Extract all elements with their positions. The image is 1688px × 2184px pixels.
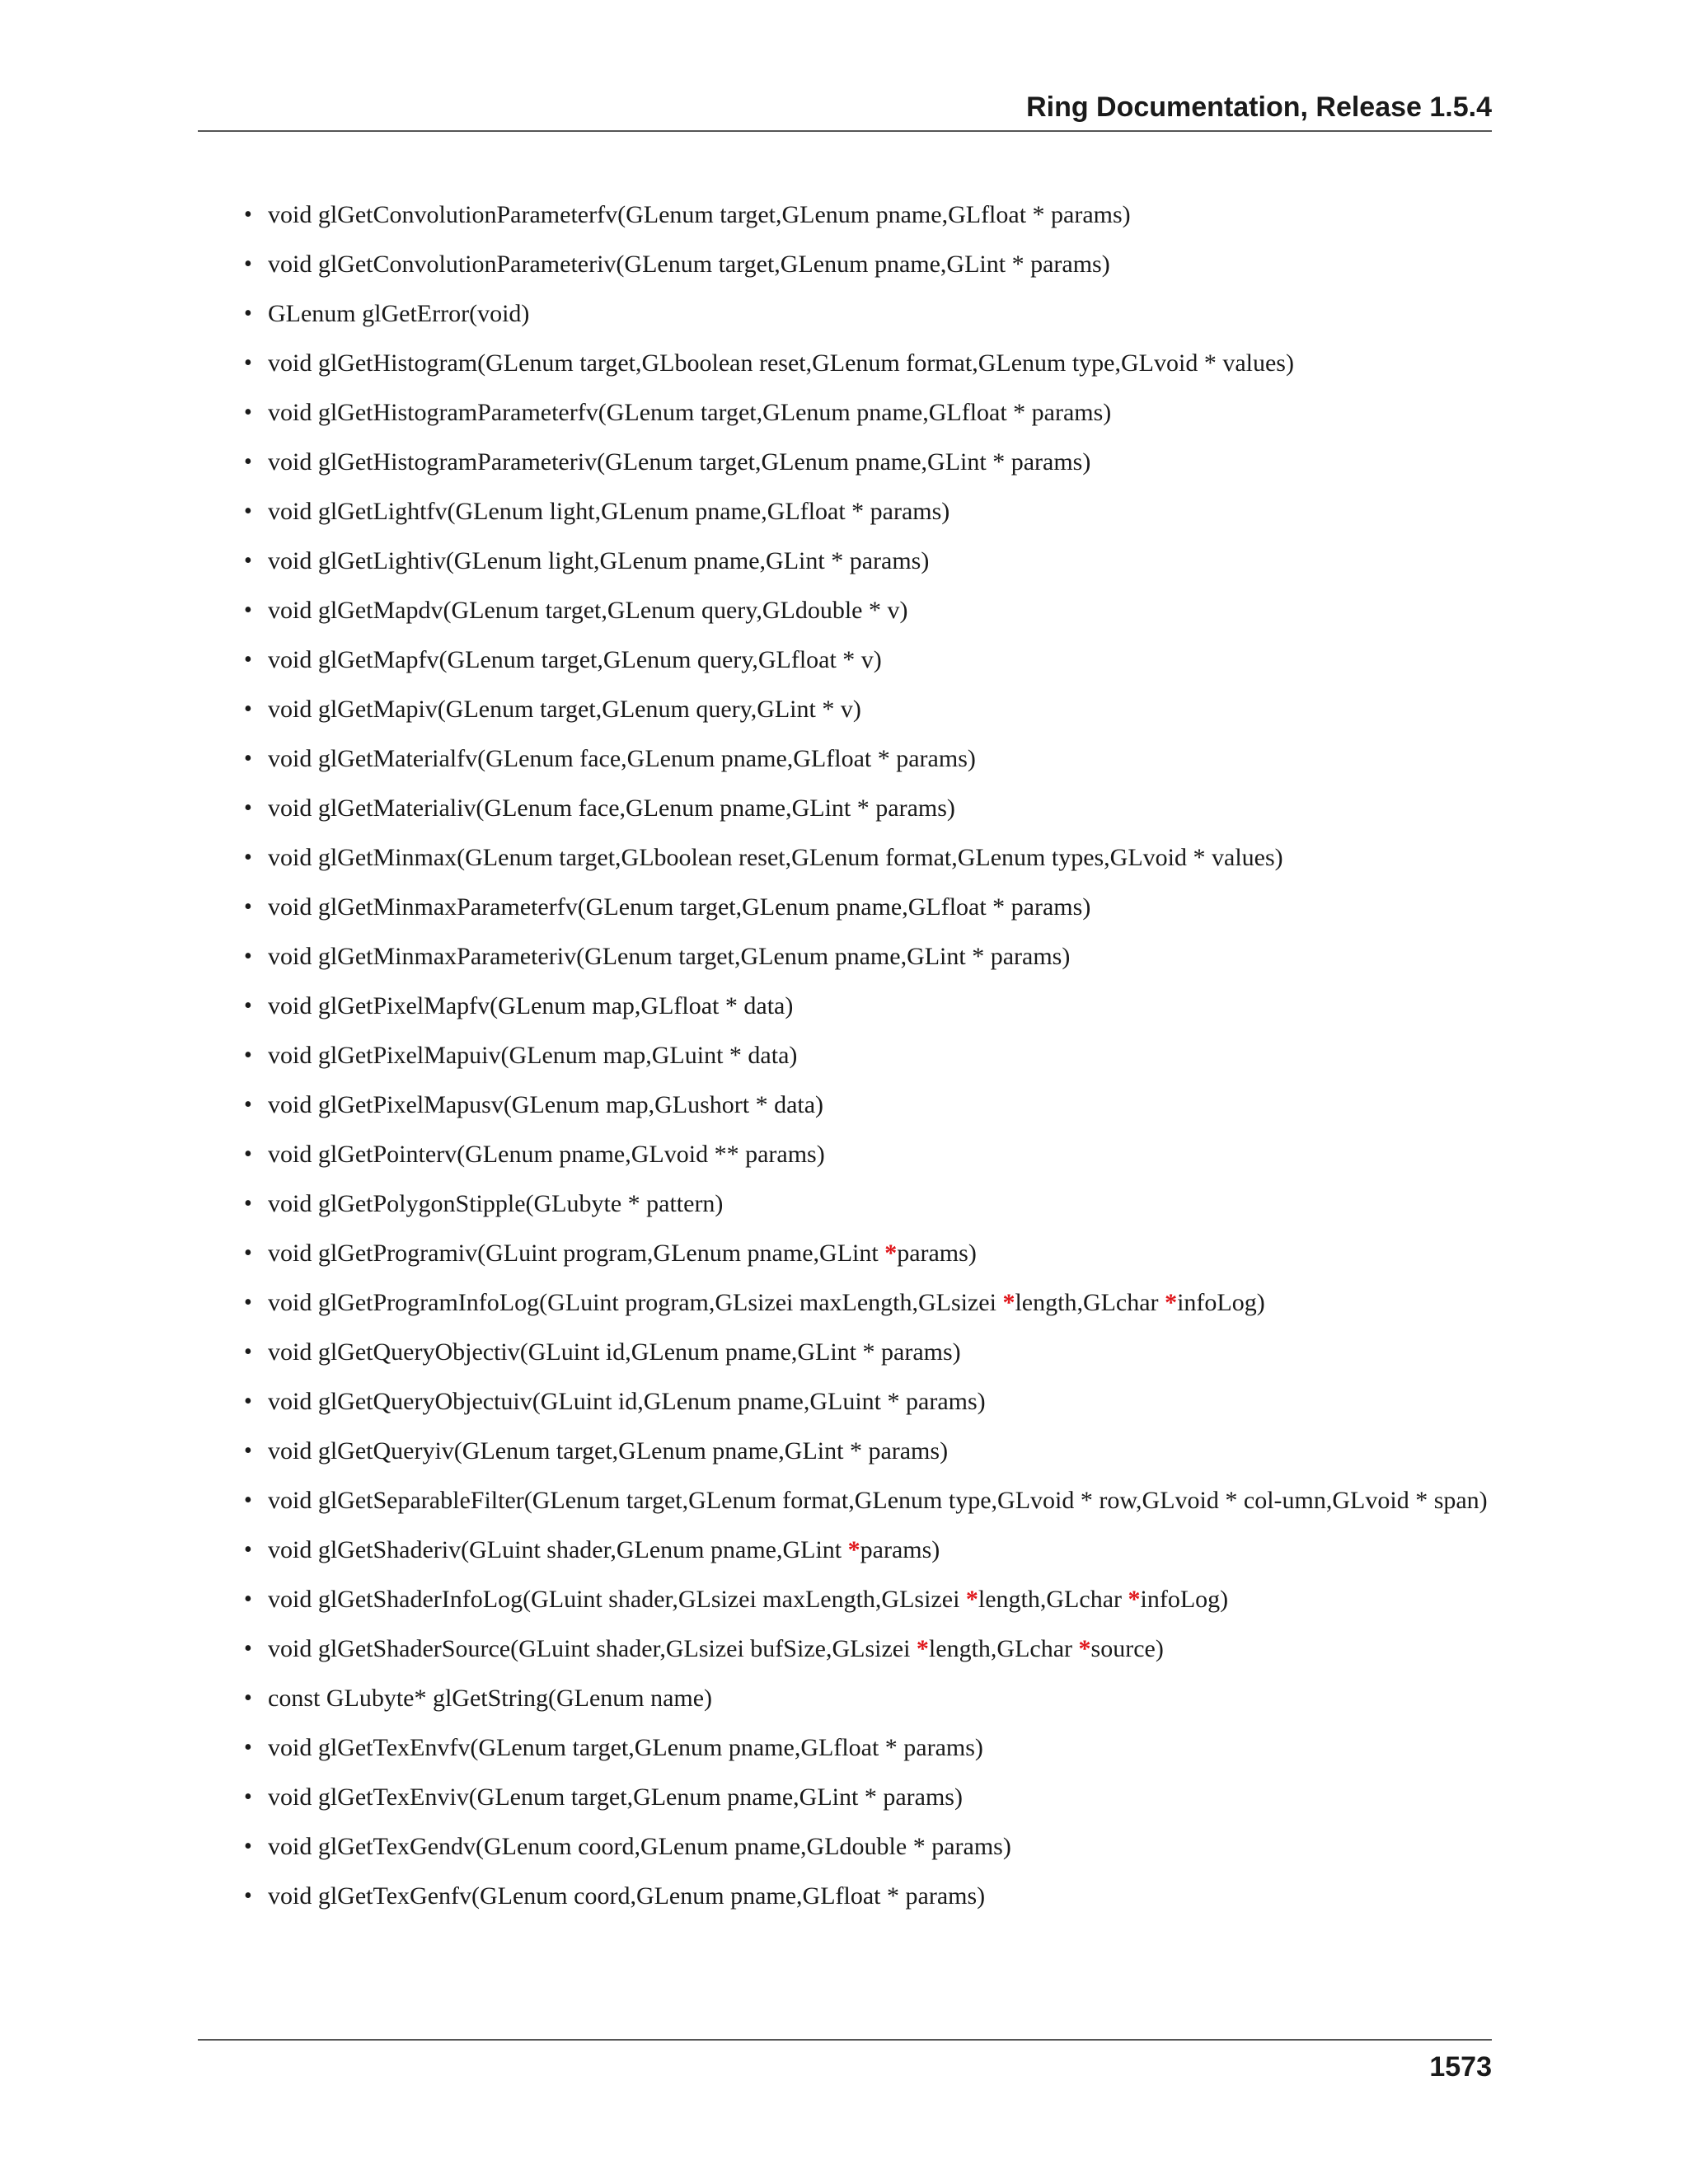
bullet-icon: • xyxy=(244,696,252,722)
bullet-icon: • xyxy=(244,1389,252,1414)
bullet-icon: • xyxy=(244,1586,252,1612)
bullet-icon: • xyxy=(244,944,252,969)
list-item xyxy=(244,1337,1492,1368)
list-item xyxy=(244,1386,1492,1418)
signature-text: infoLog) xyxy=(1177,1289,1265,1316)
function-signature xyxy=(268,399,1111,426)
bullet-icon: • xyxy=(244,548,252,574)
list-item xyxy=(244,1436,1492,1467)
running-header-title: Ring Documentation, Release 1.5.4 xyxy=(1026,91,1492,123)
function-signature xyxy=(268,300,529,327)
bullet-icon: • xyxy=(244,1735,252,1760)
list-item xyxy=(244,496,1492,527)
function-signature xyxy=(268,1190,723,1217)
signature-text: GLenum glGetError(void) xyxy=(268,300,530,327)
list-item xyxy=(244,793,1492,824)
list-item xyxy=(244,842,1492,874)
bullet-icon: • xyxy=(244,845,252,870)
signature-text: void glGetMapdv(GLenum target,GLenum query,GLdouble * v) xyxy=(268,597,908,624)
bullet-icon: • xyxy=(244,894,252,920)
bullet-icon: • xyxy=(244,746,252,771)
bullet-icon: • xyxy=(244,202,252,227)
function-signature xyxy=(268,201,1131,228)
signature-text: void glGetProgramiv(GLuint program,GLenum pname,GLint xyxy=(268,1240,885,1267)
signature-text: const GLubyte* glGetString(GLenum name) xyxy=(268,1685,713,1712)
list-item xyxy=(244,1831,1492,1863)
highlighted-asterisk: * xyxy=(1078,1635,1091,1662)
function-signature xyxy=(268,696,861,723)
list-item xyxy=(244,249,1492,280)
list-item xyxy=(244,1881,1492,1912)
list-item xyxy=(244,1238,1492,1269)
highlighted-asterisk: * xyxy=(916,1635,929,1662)
list-item xyxy=(244,1535,1492,1566)
function-signature xyxy=(268,992,793,1019)
list-item xyxy=(244,1683,1492,1714)
function-signature xyxy=(268,1586,1228,1613)
function-signature xyxy=(268,1437,948,1465)
bullet-icon: • xyxy=(244,1290,252,1315)
bullet-icon: • xyxy=(244,1339,252,1365)
highlighted-asterisk: * xyxy=(884,1240,898,1267)
function-signature xyxy=(268,349,1294,377)
bullet-icon: • xyxy=(244,1685,252,1711)
function-signature xyxy=(268,448,1090,476)
list-item xyxy=(244,546,1492,577)
list-item xyxy=(244,644,1492,676)
list-item xyxy=(244,694,1492,725)
signature-text: void glGetSeparableFilter(GLenum target,GLenum format,GLenum type,GLvoid * row,GLvoid * col-umn,GLvoid * span) xyxy=(268,1487,1488,1514)
function-signature xyxy=(268,1536,940,1563)
signature-text: void glGetMapfv(GLenum target,GLenum query,GLfloat * v) xyxy=(268,646,882,673)
signature-text: length,GLchar xyxy=(978,1586,1128,1613)
signature-text: void glGetPolygonStipple(GLubyte * pattern) xyxy=(268,1190,724,1217)
list-item xyxy=(244,595,1492,626)
function-signature xyxy=(268,1091,823,1118)
list-item xyxy=(244,1732,1492,1764)
list-item xyxy=(244,1584,1492,1615)
function-signature xyxy=(268,794,955,822)
list-item xyxy=(244,1040,1492,1071)
bullet-icon: • xyxy=(244,301,252,326)
list-item xyxy=(244,1633,1492,1665)
bullet-icon: • xyxy=(244,350,252,376)
list-item xyxy=(244,1188,1492,1220)
page-footer xyxy=(198,2039,1492,2083)
signature-text: void glGetMaterialiv(GLenum face,GLenum pname,GLint * params) xyxy=(268,794,955,822)
highlighted-asterisk: * xyxy=(847,1536,860,1563)
bullet-icon: • xyxy=(244,1488,252,1513)
list-item xyxy=(244,1782,1492,1813)
signature-text: void glGetMapiv(GLenum target,GLenum query,GLint * v) xyxy=(268,696,861,723)
bullet-icon: • xyxy=(244,251,252,277)
page-number: 1573 xyxy=(1429,2051,1492,2083)
list-item xyxy=(244,1139,1492,1170)
function-signature xyxy=(268,893,1090,921)
signature-text: void glGetMaterialfv(GLenum face,GLenum pname,GLfloat * params) xyxy=(268,745,976,772)
bullet-icon: • xyxy=(244,1438,252,1464)
signature-text: void glGetConvolutionParameteriv(GLenum target,GLenum pname,GLint * params) xyxy=(268,251,1110,278)
bullet-icon: • xyxy=(244,598,252,623)
function-signature xyxy=(268,745,976,772)
signature-text: source) xyxy=(1090,1635,1164,1662)
signature-text: void glGetLightiv(GLenum light,GLenum pname,GLint * params) xyxy=(268,547,930,574)
highlighted-asterisk: * xyxy=(1002,1289,1015,1316)
signature-text: length,GLchar xyxy=(928,1635,1079,1662)
function-signature xyxy=(268,1141,825,1168)
list-item xyxy=(244,743,1492,775)
signature-text: void glGetShaderInfoLog(GLuint shader,GLsizei maxLength,GLsizei xyxy=(268,1586,966,1613)
bullet-icon: • xyxy=(244,1141,252,1167)
bullet-icon: • xyxy=(244,1834,252,1859)
function-signature xyxy=(268,1487,1488,1514)
function-signature xyxy=(268,646,882,673)
page-content xyxy=(244,199,1492,1930)
function-signature xyxy=(268,1289,1265,1316)
signature-text: void glGetHistogramParameteriv(GLenum target,GLenum pname,GLint * params) xyxy=(268,448,1091,476)
function-signature xyxy=(268,1783,963,1811)
function-signature xyxy=(268,1882,985,1910)
signature-text: void glGetConvolutionParameterfv(GLenum target,GLenum pname,GLfloat * params) xyxy=(268,201,1131,228)
page-header xyxy=(198,91,1492,132)
function-signature xyxy=(268,547,929,574)
bullet-icon: • xyxy=(244,1883,252,1909)
signature-text: void glGetQueryiv(GLenum target,GLenum pname,GLint * params) xyxy=(268,1437,949,1465)
bullet-icon: • xyxy=(244,1240,252,1266)
list-item xyxy=(244,1287,1492,1319)
signature-text: void glGetQueryObjectuiv(GLuint id,GLenum pname,GLuint * params) xyxy=(268,1388,986,1415)
list-item xyxy=(244,892,1492,923)
highlighted-asterisk: * xyxy=(965,1586,978,1613)
signature-text: void glGetShaderiv(GLuint shader,GLenum pname,GLint xyxy=(268,1536,848,1563)
bullet-icon: • xyxy=(244,647,252,673)
signature-text: void glGetPixelMapuiv(GLenum map,GLuint * data) xyxy=(268,1042,798,1069)
signature-text: length,GLchar xyxy=(1015,1289,1165,1316)
bullet-icon: • xyxy=(244,1092,252,1118)
list-item xyxy=(244,348,1492,379)
signature-text: void glGetMinmax(GLenum target,GLboolean reset,GLenum format,GLenum types,GLvoid * values) xyxy=(268,844,1283,871)
function-signature xyxy=(268,1635,1164,1662)
bullet-icon: • xyxy=(244,400,252,425)
signature-text: void glGetHistogram(GLenum target,GLboolean reset,GLenum format,GLenum type,GLvoid * values) xyxy=(268,349,1294,377)
signature-text: void glGetShaderSource(GLuint shader,GLsizei bufSize,GLsizei xyxy=(268,1635,917,1662)
function-signature xyxy=(268,1685,712,1712)
bullet-icon: • xyxy=(244,795,252,821)
bullet-icon: • xyxy=(244,1043,252,1068)
function-signature xyxy=(268,498,950,525)
list-item xyxy=(244,1090,1492,1121)
signature-text: void glGetMinmaxParameteriv(GLenum target,GLenum pname,GLint * params) xyxy=(268,943,1071,970)
function-signature xyxy=(268,1734,983,1761)
bullet-icon: • xyxy=(244,1784,252,1810)
bullet-icon: • xyxy=(244,449,252,475)
signature-text: void glGetTexGendv(GLenum coord,GLenum pname,GLdouble * params) xyxy=(268,1833,1011,1860)
signature-text: void glGetProgramInfoLog(GLuint program,GLsizei maxLength,GLsizei xyxy=(268,1289,1003,1316)
function-signature xyxy=(268,1240,977,1267)
signature-text: params) xyxy=(897,1240,977,1267)
list-item xyxy=(244,298,1492,330)
signature-text: params) xyxy=(860,1536,940,1563)
function-signature xyxy=(268,597,907,624)
signature-text: void glGetPixelMapfv(GLenum map,GLfloat * data) xyxy=(268,992,794,1019)
signature-text: infoLog) xyxy=(1140,1586,1229,1613)
signature-text: void glGetHistogramParameterfv(GLenum target,GLenum pname,GLfloat * params) xyxy=(268,399,1112,426)
function-signature xyxy=(268,1388,986,1415)
function-signature xyxy=(268,251,1110,278)
function-prototype-list xyxy=(244,199,1492,1912)
list-item xyxy=(244,991,1492,1022)
bullet-icon: • xyxy=(244,1636,252,1661)
function-signature xyxy=(268,943,1070,970)
highlighted-asterisk: * xyxy=(1165,1289,1178,1316)
signature-text: void glGetPixelMapusv(GLenum map,GLushort * data) xyxy=(268,1091,824,1118)
list-item xyxy=(244,941,1492,972)
bullet-icon: • xyxy=(244,993,252,1019)
bullet-icon: • xyxy=(244,1537,252,1563)
signature-text: void glGetPointerv(GLenum pname,GLvoid ** params) xyxy=(268,1141,825,1168)
signature-text: void glGetTexEnvfv(GLenum target,GLenum pname,GLfloat * params) xyxy=(268,1734,983,1761)
bullet-icon: • xyxy=(244,1191,252,1216)
function-signature xyxy=(268,1338,961,1366)
signature-text: void glGetQueryObjectiv(GLuint id,GLenum pname,GLint * params) xyxy=(268,1338,961,1366)
list-item xyxy=(244,199,1492,231)
list-item xyxy=(244,447,1492,478)
list-item xyxy=(244,1485,1492,1516)
bullet-icon: • xyxy=(244,499,252,524)
function-signature xyxy=(268,844,1283,871)
list-item xyxy=(244,397,1492,429)
signature-text: void glGetTexGenfv(GLenum coord,GLenum pname,GLfloat * params) xyxy=(268,1882,986,1910)
signature-text: void glGetLightfv(GLenum light,GLenum pname,GLfloat * params) xyxy=(268,498,950,525)
function-signature xyxy=(268,1042,797,1069)
signature-text: void glGetTexEnviv(GLenum target,GLenum pname,GLint * params) xyxy=(268,1783,963,1811)
highlighted-asterisk: * xyxy=(1128,1586,1141,1613)
function-signature xyxy=(268,1833,1011,1860)
signature-text: void glGetMinmaxParameterfv(GLenum target,GLenum pname,GLfloat * params) xyxy=(268,893,1091,921)
